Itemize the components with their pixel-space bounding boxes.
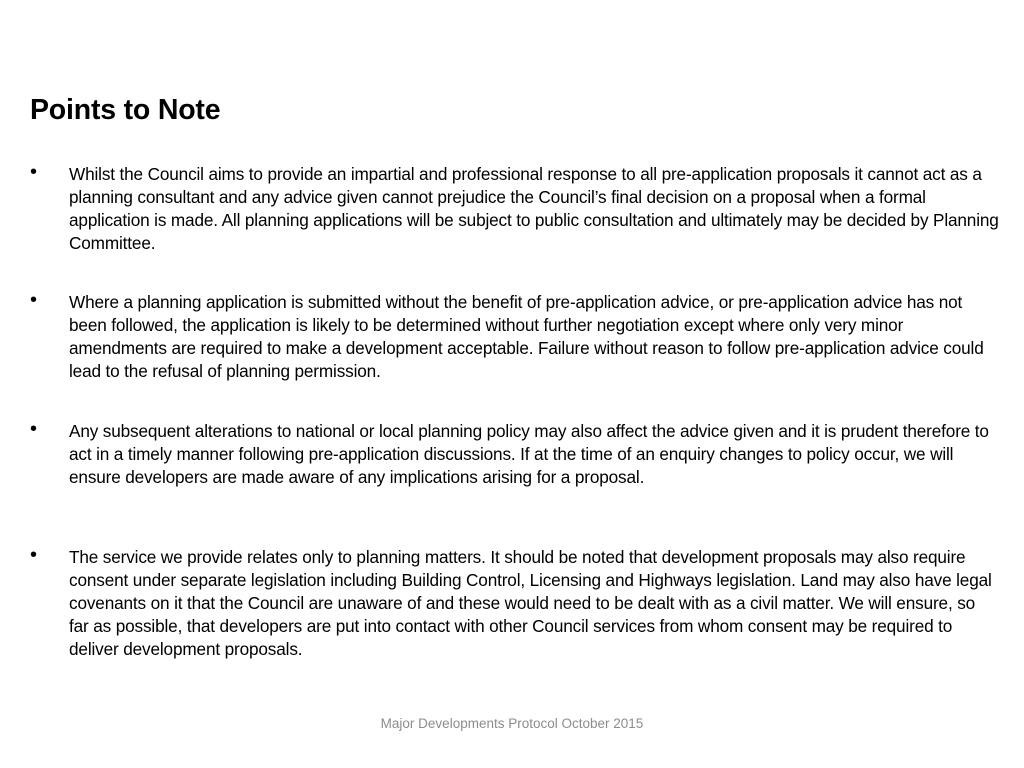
bullet-text: Whilst the Council aims to provide an impartial and professional response to all pre-application proposals it cannot act as a planning consultant and any advice given cannot prejudice the Council’s final decision on a proposal when a formal application is made. All planning applications will be subject to public consultation and ultimately may be decided by Planning Committee.	[69, 164, 999, 253]
bullet-text: Any subsequent alterations to national or local planning policy may also affect the advice given and it is prudent therefore to act in a timely manner following pre-application discussions. If at the time of an enquiry changes to policy occur, we will ensure developers are made aware of any implications arising for a proposal.	[69, 421, 989, 487]
bullet-icon: •	[30, 161, 38, 183]
slide-title: Points to Note	[30, 94, 221, 126]
bullet-text: The service we provide relates only to planning matters. It should be noted that development proposals may also require consent under separate legislation including Building Control, Licensing and Highways legislation. Land may also have legal covenants on it that the Council are unaware of and these would need to be dealt with as a civil matter. We will ensure, so far as possible, that developers are put into contact with other Council services from whom consent may be required to deliver development proposals.	[69, 547, 992, 659]
bullet-icon: •	[30, 544, 38, 566]
bullet-icon: •	[30, 289, 38, 311]
slide-footer: Major Developments Protocol October 2015	[380, 716, 644, 731]
bullet-icon: •	[30, 418, 38, 440]
bullet-text: Where a planning application is submitted without the benefit of pre-application advice, or pre-application advice has not been followed, the application is likely to be determined without further negotiation except where only very minor amendments are required to make a development acceptable. Failure without reason to follow pre-application advice could lead to the refusal of planning permission.	[69, 292, 984, 381]
